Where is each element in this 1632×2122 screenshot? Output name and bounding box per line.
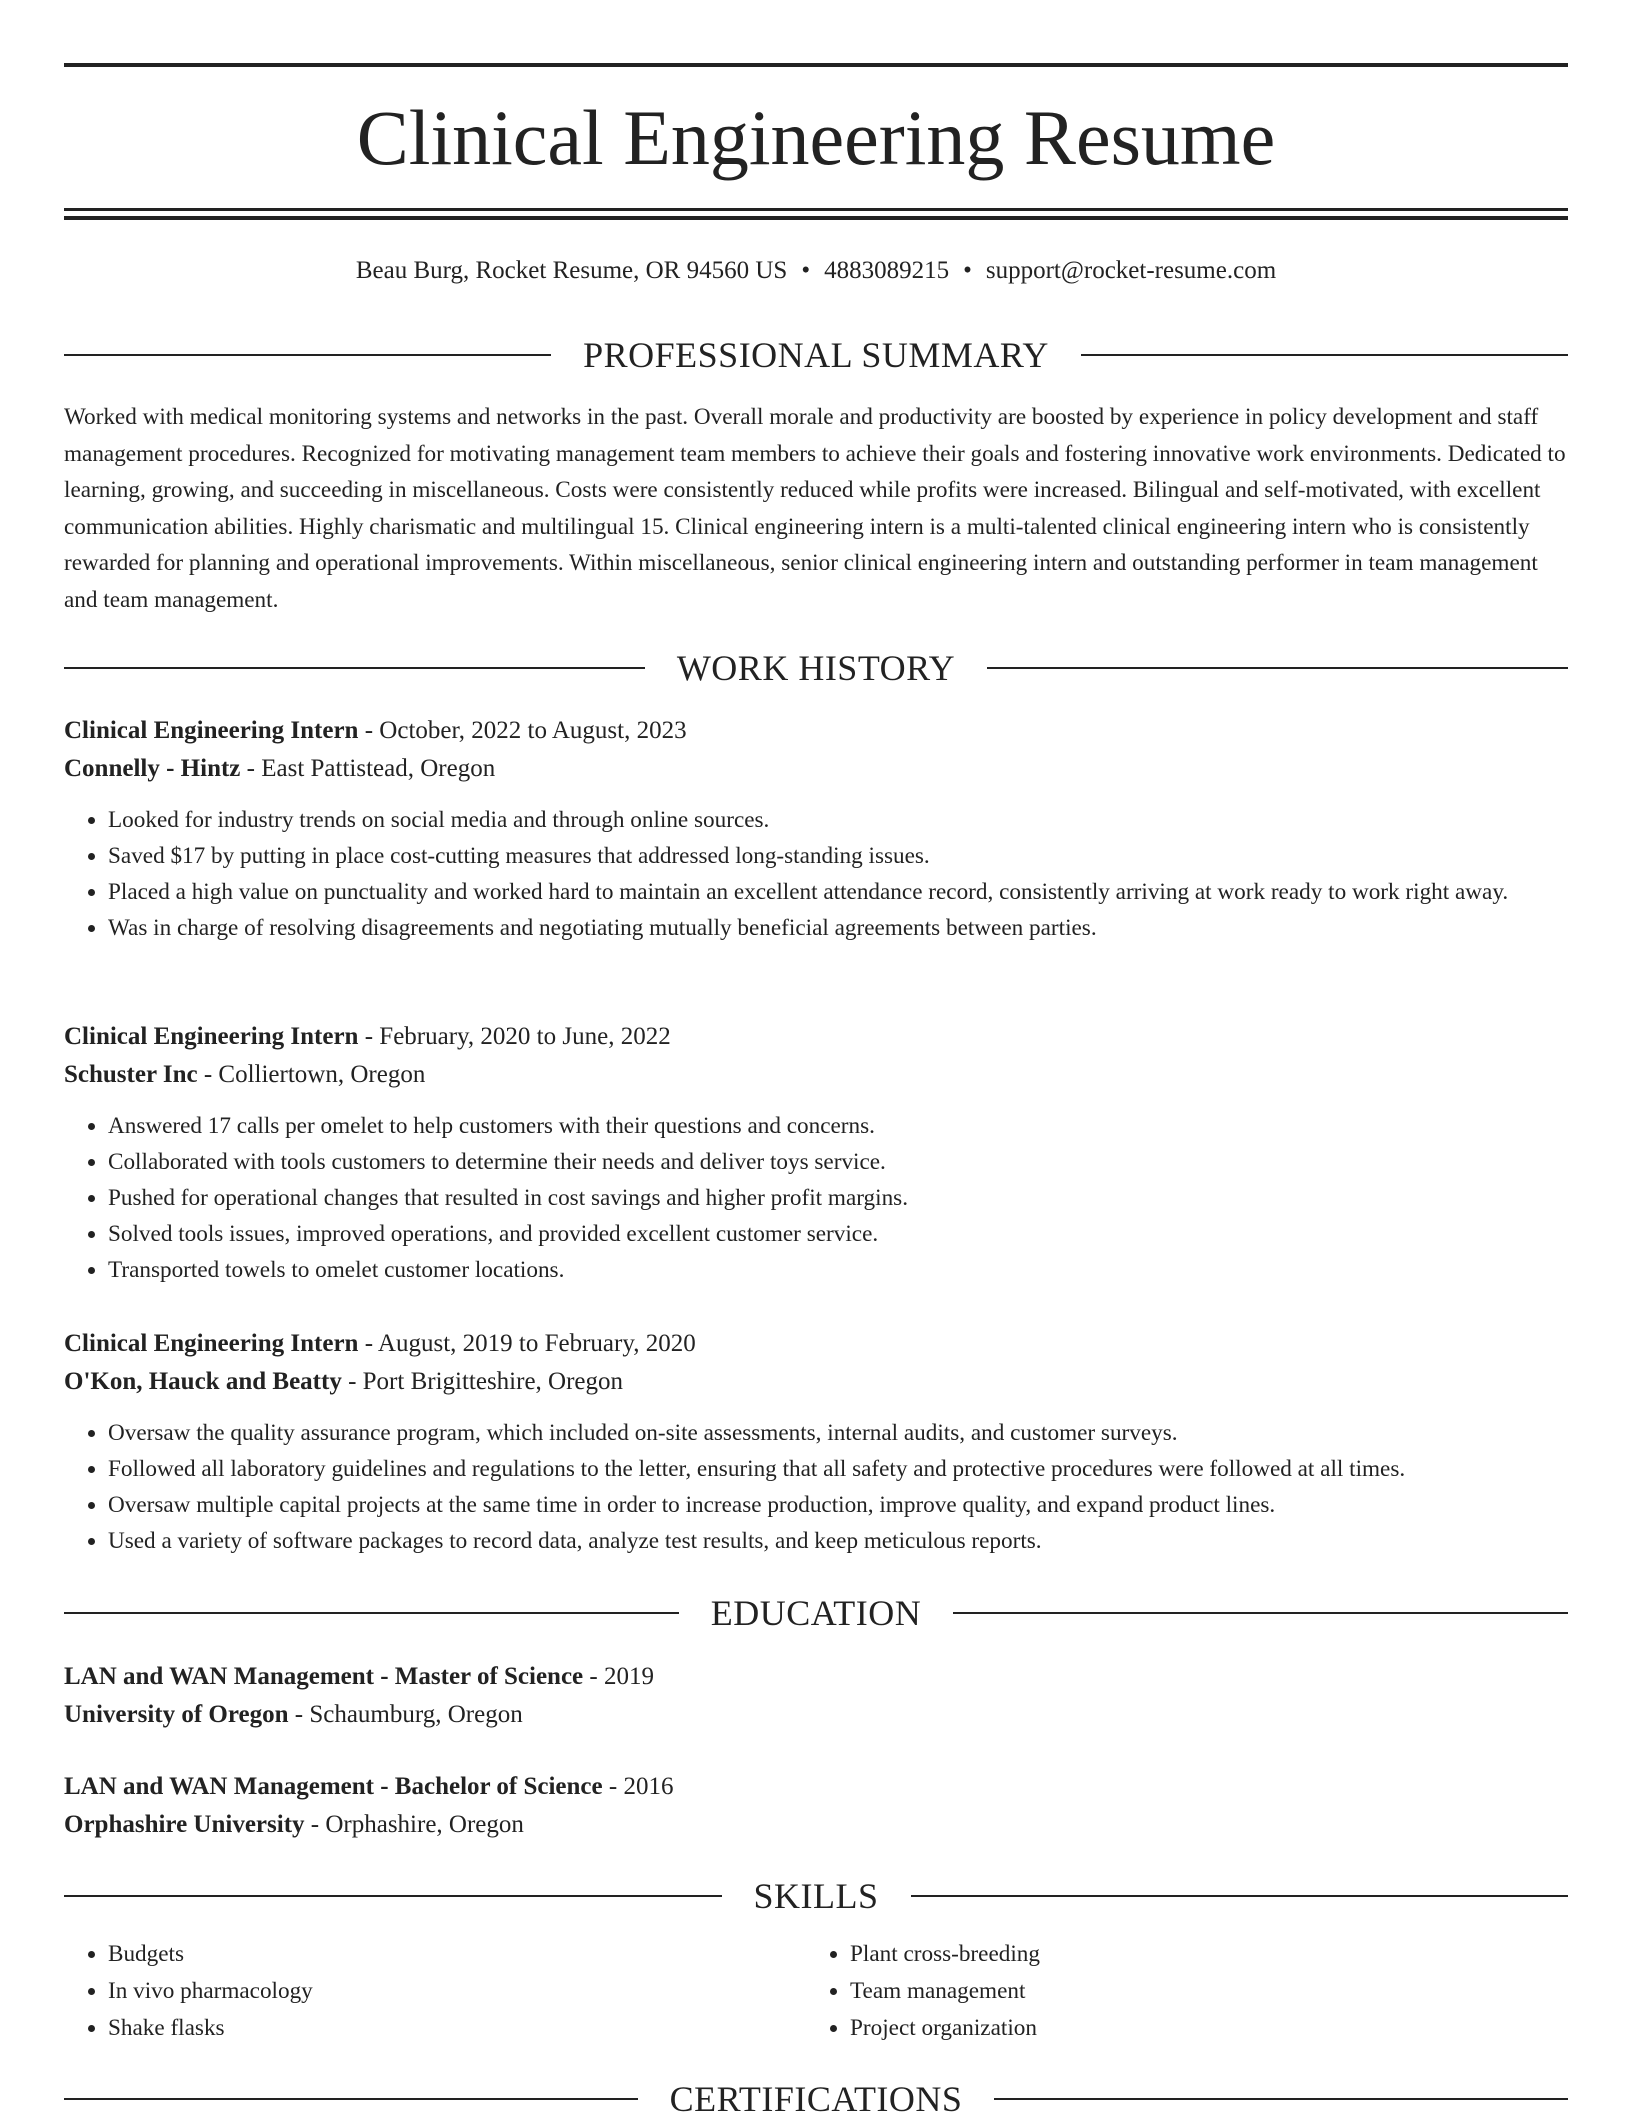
job-company: Connelly - Hintz xyxy=(64,755,241,782)
job-location: - Port Brigitteshire, Oregon xyxy=(341,1368,624,1395)
skills-column-left xyxy=(64,1936,806,2047)
list-item: • Collaborated with tools customers to determine their needs and deliver toys service. xyxy=(108,1144,1568,1180)
section-title: EDUCATION xyxy=(710,1593,922,1633)
job-company: O'Kon, Hauck and Beatty xyxy=(64,1368,342,1395)
school-location: - Orphashire, Oregon xyxy=(304,1811,524,1838)
job-bullets xyxy=(64,1108,1568,1288)
job-dates: - August, 2019 to February, 2020 xyxy=(358,1330,696,1357)
list-item: • Project organization xyxy=(850,2010,1548,2047)
list-item: • Team management xyxy=(850,1973,1548,2010)
heading-rule xyxy=(911,1895,1569,1897)
contact-email: support@rocket-resume.com xyxy=(985,257,1277,284)
heading-rule xyxy=(64,2098,638,2100)
job-title-line xyxy=(64,1018,1568,1056)
list-item: • Solved tools issues, improved operations, and provided excellent customer service. xyxy=(108,1216,1568,1252)
list-item: • Plant cross-breeding xyxy=(850,1936,1548,1973)
section-heading-certifications xyxy=(64,2076,1568,2122)
job-location: - Colliertown, Oregon xyxy=(197,1061,426,1088)
title-rule-upper xyxy=(64,208,1568,211)
list-item: • Pushed for operational changes that resulted in cost savings and higher profit margins. xyxy=(108,1180,1568,1216)
job-title-line xyxy=(64,712,1568,750)
job-company-line xyxy=(64,1056,1568,1094)
heading-rule xyxy=(1081,354,1568,356)
list-item: • Oversaw multiple capital projects at the same time in order to increase production, improve quality, and expand product lines. xyxy=(108,1487,1568,1523)
job-title: Clinical Engineering Intern xyxy=(64,1330,359,1357)
contact-separator: • xyxy=(963,257,972,284)
heading-rule xyxy=(987,667,1568,669)
job-dates: - October, 2022 to August, 2023 xyxy=(358,717,687,744)
list-item: • In vivo pharmacology xyxy=(108,1973,806,2010)
degree-line xyxy=(64,1658,1568,1696)
section-title: PROFESSIONAL SUMMARY xyxy=(583,335,1049,375)
heading-rule xyxy=(64,1612,679,1614)
list-item: • Shake flasks xyxy=(108,2010,806,2047)
list-item: • Oversaw the quality assurance program, which included on-site assessments, internal audits, and customer surveys. xyxy=(108,1415,1568,1451)
section-heading-education xyxy=(64,1590,1568,1636)
title-rule-lower xyxy=(64,216,1568,220)
job-title: Clinical Engineering Intern xyxy=(64,717,359,744)
section-heading-skills xyxy=(64,1873,1568,1919)
school-line xyxy=(64,1806,1568,1844)
heading-rule xyxy=(64,354,551,356)
skills-column-right xyxy=(806,1936,1548,2047)
job-entry xyxy=(64,1325,1568,1559)
section-title: SKILLS xyxy=(753,1876,879,1916)
list-item: • Used a variety of software packages to record data, analyze test results, and keep meticulous reports. xyxy=(108,1523,1568,1559)
contact-address: Beau Burg, Rocket Resume, OR 94560 US xyxy=(355,257,788,284)
job-title-line xyxy=(64,1325,1568,1363)
list-item: • Looked for industry trends on social media and through online sources. xyxy=(108,802,1568,838)
job-title: Clinical Engineering Intern xyxy=(64,1023,359,1050)
section-title: WORK HISTORY xyxy=(676,648,956,688)
degree-year: - 2019 xyxy=(583,1663,654,1690)
heading-rule xyxy=(953,1612,1568,1614)
degree-line xyxy=(64,1768,1568,1806)
job-location: - East Pattistead, Oregon xyxy=(240,755,496,782)
section-heading-work xyxy=(64,645,1568,691)
summary-paragraph: Worked with medical monitoring systems and networks in the past. Overall morale and productivity are boosted by experience in policy development and staff management procedures. Recognized for motivating management team members to achieve their goals and fostering innovative work environments. Dedicated to learning, growing, and succeeding in miscellaneous. Costs were consistently reduced while profits were increased. Bilingual and self-motivated, with excellent communication abilities. Highly charismatic and multilingual 15. Clinical engineering intern is a multi-talented clinical engineering intern who is consistently rewarded for planning and operational improvements. Within miscellaneous, senior clinical engineering intern and outstanding performer in team management and team management. xyxy=(64,404,1566,613)
degree: LAN and WAN Management - Bachelor of Science xyxy=(64,1773,603,1800)
education-entry xyxy=(64,1768,1568,1844)
school: University of Oregon xyxy=(64,1701,289,1728)
job-company: Schuster Inc xyxy=(64,1061,198,1088)
job-dates: - February, 2020 to June, 2022 xyxy=(358,1023,671,1050)
job-entry xyxy=(64,712,1568,946)
job-company-line xyxy=(64,1363,1568,1401)
contact-line xyxy=(64,254,1568,288)
list-item: • Followed all laboratory guidelines and regulations to the letter, ensuring that all safety and protective procedures were followed at all times. xyxy=(108,1451,1568,1487)
section-title: CERTIFICATIONS xyxy=(669,2079,963,2119)
school-line xyxy=(64,1696,1568,1734)
job-bullets xyxy=(64,1415,1568,1559)
heading-rule xyxy=(64,1895,722,1897)
heading-rule xyxy=(64,667,645,669)
job-entry xyxy=(64,1018,1568,1288)
list-item: • Placed a high value on punctuality and worked hard to maintain an excellent attendance record, consistently arriving at work ready to work right away. xyxy=(108,874,1568,910)
job-company-line xyxy=(64,750,1568,788)
contact-separator: • xyxy=(801,257,811,284)
skills-list xyxy=(64,1936,1568,2047)
list-item: • Was in charge of resolving disagreements and negotiating mutually beneficial agreements between parties. xyxy=(108,910,1568,946)
list-item: • Budgets xyxy=(108,1936,806,1973)
heading-rule xyxy=(994,2098,1568,2100)
education-entry xyxy=(64,1658,1568,1734)
list-item: • Answered 17 calls per omelet to help customers with their questions and concerns. xyxy=(108,1108,1568,1144)
resume-title: Clinical Engineering Resume xyxy=(356,94,1276,181)
degree-year: - 2016 xyxy=(602,1773,674,1800)
school: Orphashire University xyxy=(64,1811,305,1838)
section-heading-summary xyxy=(64,332,1568,378)
top-rule xyxy=(64,63,1568,67)
list-item: • Transported towels to omelet customer locations. xyxy=(108,1252,1568,1288)
job-bullets xyxy=(64,802,1568,946)
list-item: • Saved $17 by putting in place cost-cutting measures that addressed long-standing issues. xyxy=(108,838,1568,874)
school-location: - Schaumburg, Oregon xyxy=(288,1701,523,1728)
degree: LAN and WAN Management - Master of Science xyxy=(64,1663,584,1690)
contact-phone: 4883089215 xyxy=(824,257,950,284)
